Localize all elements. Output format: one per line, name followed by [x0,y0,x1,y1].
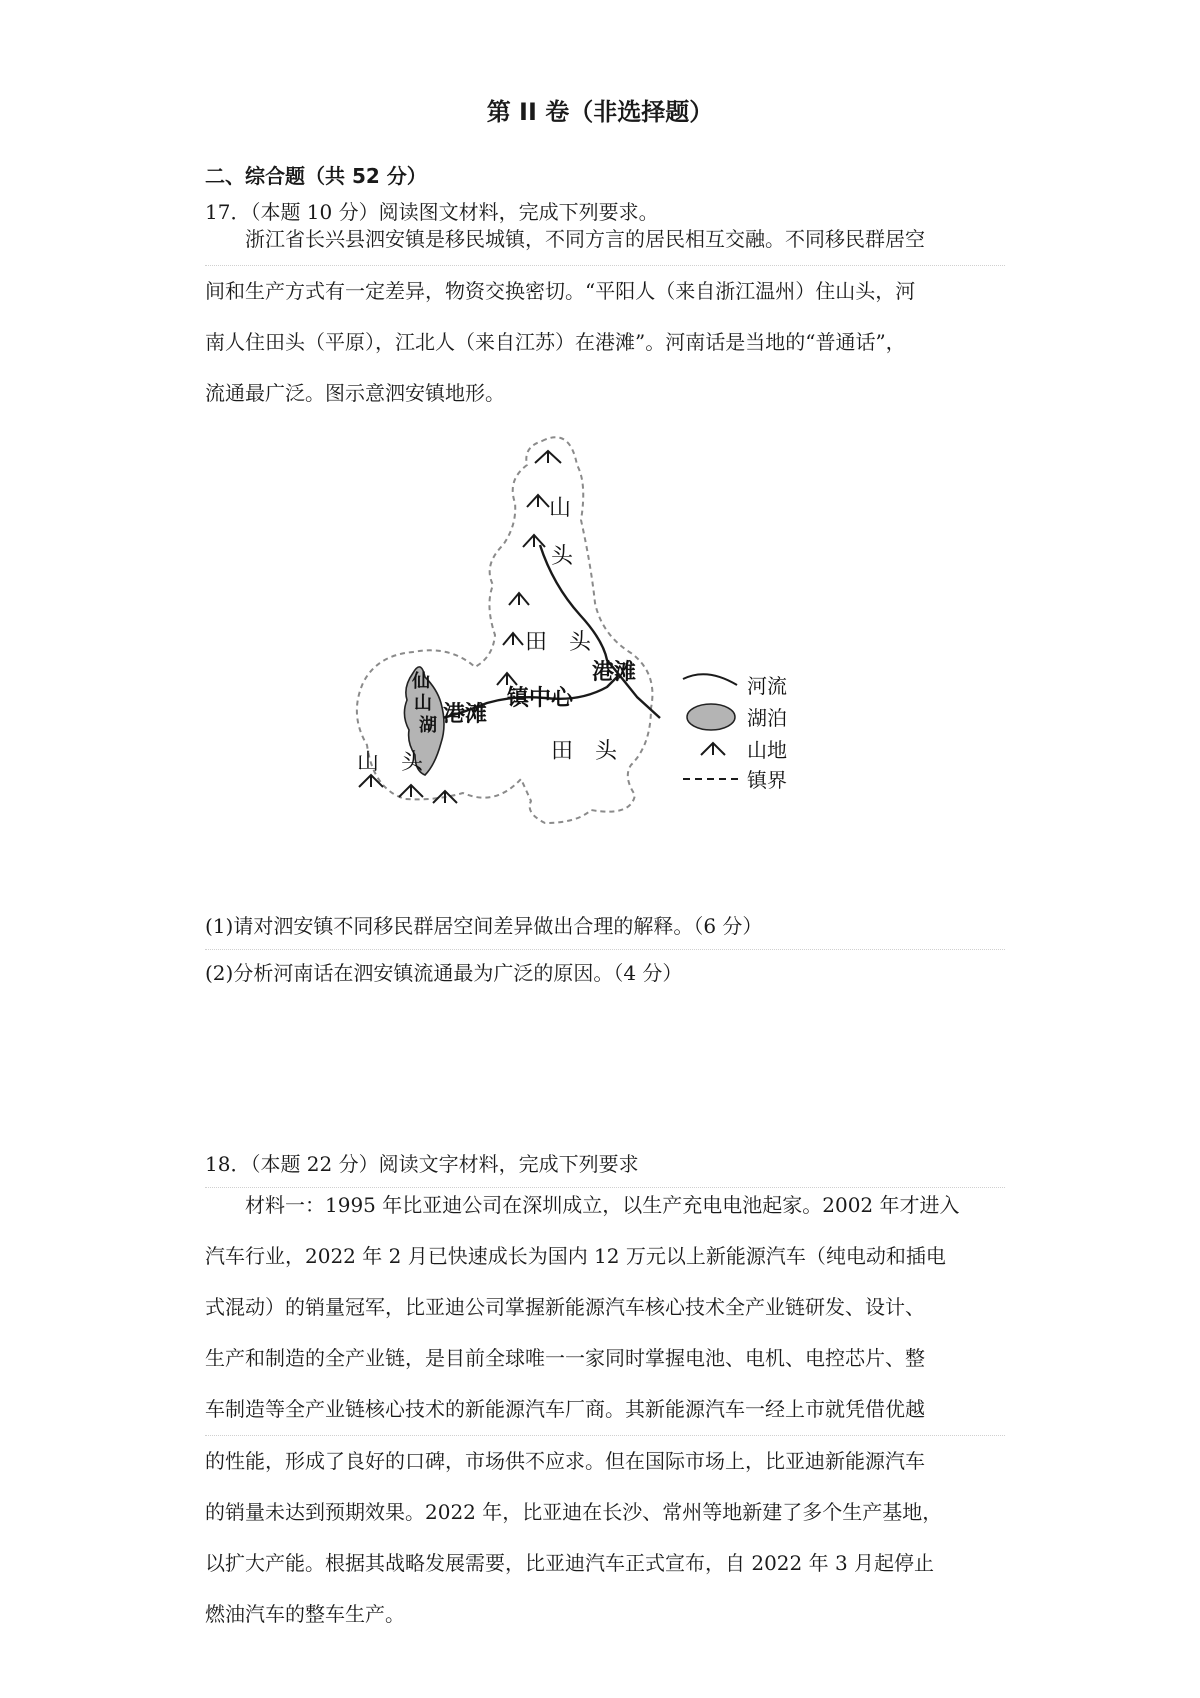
q17-question-1: (1)请对泗安镇不同移民群居空间差异做出合理的解释。（6 分） [205,910,1005,950]
legend-label: 湖泊 [747,706,787,730]
label-gangtan-west: 港滩 [443,702,488,727]
label-gangtan-east: 港滩 [592,660,637,685]
label-tou: 头 [551,544,574,569]
label-lake-char: 仙 [412,671,430,692]
q17-material-line: 浙江省长兴县泗安镇是移民城镇，不同方言的居民相互交融。不同移民群居空 [205,214,1005,266]
mountain-icon [497,673,517,685]
q17-material-line: 南人住田头（平原），江北人（来自江苏）在港滩”。河南话是当地的“普通话”， [205,330,906,354]
q17-intro: 17．（本题 10 分）阅读图文材料，完成下列要求。 [205,200,659,224]
lake-icon [687,704,735,730]
label-town-center: 镇中心 [507,686,574,711]
mountain-icon [527,495,549,507]
mountain-icon [503,633,523,645]
mountain-icon [399,785,423,797]
q18-material-line: 的性能，形成了良好的口碑，市场供不应求。但在国际市场上，比亚迪新能源汽车 [205,1449,925,1473]
legend-label: 山地 [747,738,787,762]
mountain-icon [433,791,457,803]
legend-label: 河流 [747,674,787,698]
part-title: 第 II 卷（非选择题） [486,98,714,126]
q18-intro: 18．（本题 22 分）阅读文字材料，完成下列要求 [205,1148,1005,1188]
label-tiantou-south: 田 头 [551,739,618,764]
mountain-icon [701,743,725,755]
q18-material-line: 以扩大产能。根据其战略发展需要，比亚迪汽车正式宣布，自 2022 年 3 月起停止 [205,1551,935,1575]
q18-material-line: 生产和制造的全产业链，是目前全球唯一一家同时掌握电池、电机、电控芯片、整 [205,1346,925,1370]
mountain-icon [523,535,545,547]
label-shantou-west: 山 头 [357,750,424,775]
label-lake-char: 山 [414,693,432,714]
mountain-icon [535,451,561,463]
q17-material-line: 间和生产方式有一定差异，物资交换密切。“平阳人（来自浙江温州）住山头，河 [205,279,916,303]
q18-material-line: 车制造等全产业链核心技术的新能源汽车厂商。其新能源汽车一经上市就凭借优越 [205,1384,1005,1436]
q18-material-line: 的销量未达到预期效果。2022 年，比亚迪在长沙、常州等地新建了多个生产基地， [205,1500,943,1524]
mountain-icon [509,593,529,605]
section-heading: 二、综合题（共 52 分） [205,164,427,188]
legend-label: 镇界 [747,768,787,792]
label-shan: 山 [549,496,572,521]
q17-question-2: (2)分析河南话在泗安镇流通最为广泛的原因。（4 分） [205,961,683,985]
map-legend [683,674,787,792]
q17-material-line: 流通最广泛。图示意泗安镇地形。 [205,381,505,405]
q18-material [205,1180,1005,1640]
q17-material [205,214,1005,419]
q18-material-line: 式混动）的销量冠军，比亚迪公司掌握新能源汽车核心技术全产业链研发、设计、 [205,1295,925,1319]
label-lake-char: 湖 [419,715,437,736]
q18-material-line: 汽车行业，2022 年 2 月已快速成长为国内 12 万元以上新能源汽车（纯电动和插电 [205,1244,946,1268]
q18-material-line: 材料一：1995 年比亚迪公司在深圳成立，以生产充电电池起家。2002 年才进入 [245,1193,960,1217]
river-icon [683,674,737,685]
sian-town-terrain-map [355,425,875,895]
q18-material-line: 燃油汽车的整车生产。 [205,1602,405,1626]
label-tiantou-north: 田 头 [525,630,592,655]
